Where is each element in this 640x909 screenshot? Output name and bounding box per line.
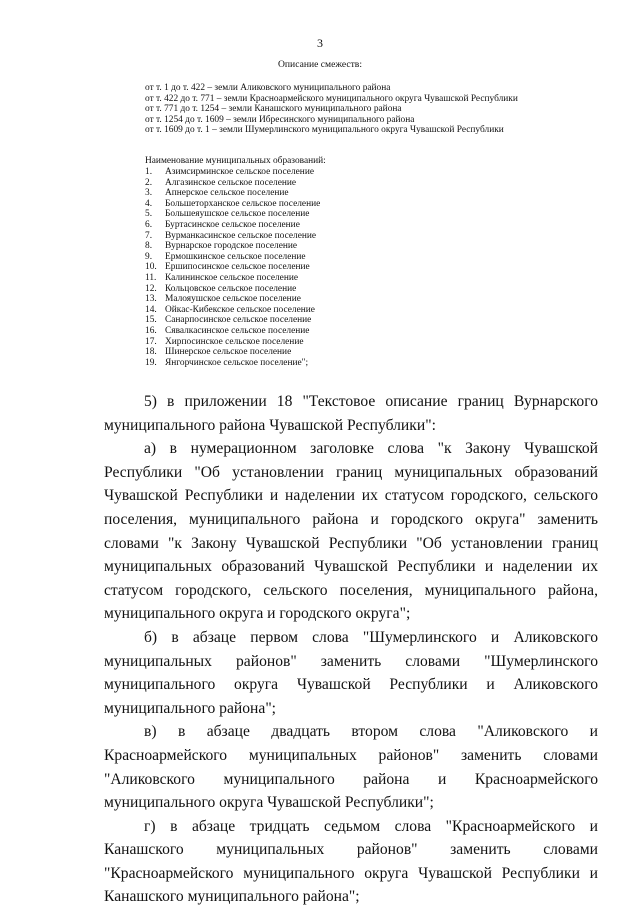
list-item-name: Вурнарское городское поселение (165, 241, 298, 252)
list-item-name: Янгорчинское сельское поселение"; (165, 357, 309, 368)
list-item-number: 10. (145, 262, 157, 273)
list-item (145, 337, 320, 348)
list-item-name: Апнерское сельское поселение (165, 188, 289, 199)
list-item (145, 347, 320, 358)
list-item-name: Кольцовское сельское поселение (165, 283, 297, 294)
paragraph: 5) в приложении 18 "Текстовое описание границ Вурнарского муниципального района Чувашской Республики": (104, 393, 598, 434)
list-item-name: Шинерское сельское поселение (165, 347, 292, 358)
list-item (145, 167, 320, 178)
list-item-name: Ойкас-Кибекское сельское поселение (165, 304, 315, 315)
adjacency-item: от т. 771 до т. 1254 – земли Канашского муниципального района (145, 104, 402, 115)
list-item-name: Вурманкасинское сельское поселение (165, 230, 317, 241)
paragraph: в) в абзаце двадцать втором слова "Аликовского и Красноармейского муниципальных районов" заменить словами "Аликовского муниципального района и Красноармейского муниципального округа Чувашской Республики"; (104, 723, 598, 812)
list-item-name: Алгазинское сельское поселение (165, 177, 297, 188)
list-item (145, 209, 320, 220)
list-item (145, 326, 320, 337)
list-item-name: Ермошкинское сельское поселение (165, 251, 306, 262)
paragraph: г) в абзаце тридцать седьмом слова "Красноармейского и Канашского муниципальных районов" заменить словами "Красноармейского муниципального округа Чувашской Республики и Канашского муниципального района"; (104, 817, 598, 906)
list-item (145, 273, 320, 284)
list-item (145, 199, 320, 210)
list-item-number: 6. (145, 219, 153, 230)
list-item (145, 294, 320, 305)
list-item-number: 9. (145, 251, 153, 262)
list-item-number: 5. (145, 209, 153, 220)
list-item (145, 252, 320, 263)
adjacency-item: от т. 1609 до т. 1 – земли Шумерлинского муниципального округа Чувашской Республики (145, 125, 504, 136)
list-item-number: 7. (145, 230, 153, 241)
list-item-number: 4. (145, 198, 153, 209)
main-text (104, 390, 598, 909)
page-number: 3 (317, 36, 323, 50)
list-item (145, 305, 320, 316)
adjacency-list (145, 83, 518, 136)
adjacency-item: от т. 422 до т. 771 – земли Красноармейского муниципального округа Чувашской Республики (145, 93, 518, 104)
list-item-number: 12. (145, 283, 157, 294)
list-item (145, 220, 320, 231)
list-item-name: Малояушское сельское поселение (165, 294, 301, 305)
list-item-number: 16. (145, 325, 157, 336)
list-item-number: 14. (145, 304, 157, 315)
list-item (145, 358, 320, 369)
adjacency-item: от т. 1 до т. 422 – земли Аликовского муниципального района (145, 83, 391, 93)
list-item (145, 188, 320, 199)
list-item (145, 231, 320, 242)
list-item-number: 11. (145, 272, 157, 283)
paragraph: б) в абзаце первом слова "Шумерлинского и Аликовского муниципальных районов" заменить словами "Шумерлинского муниципального округа Чувашской Республики и Аликовского муниципального района"; (104, 628, 598, 717)
list-item-name: Калининское сельское поселение (165, 272, 299, 283)
list-item-number: 1. (145, 167, 153, 177)
list-item (145, 315, 320, 326)
municipalities-title: Наименование муниципальных образований: (145, 156, 326, 166)
list-item (145, 241, 320, 252)
list-item-name: Азимсирминское сельское поселение (165, 167, 315, 177)
list-item-name: Санарпосинское сельское поселение (165, 315, 312, 326)
list-item-name: Большеяушское сельское поселение (165, 209, 310, 220)
paragraph: а) в нумерационном заголовке слова "к Закону Чувашской Республики "Об установлении границ муниципальных образований Чувашской Республики и наделении их статусом городского, сельского поселения, муниципального района и городского округа" заменить словами "к Закону Чувашской Республики "Об установлении границ муниципальных образований Чувашской Республики и наделении их статусом городского, сельского поселения, муниципального района, муниципального округа и городского округа"; (104, 440, 598, 623)
list-item-number: 18. (145, 347, 157, 358)
list-item (145, 262, 320, 273)
list-item-number: 13. (145, 294, 157, 305)
list-item-name: Ершипосинское сельское поселение (165, 262, 310, 273)
list-item-number: 2. (145, 177, 153, 188)
adjacency-item: от т. 1254 до т. 1609 – земли Ибресинского муниципального района (145, 114, 415, 125)
list-item-name: Сявалкасинское сельское поселение (165, 325, 310, 336)
list-item-number: 17. (145, 336, 157, 347)
list-item-name: Большеторханское сельское поселение (165, 198, 321, 209)
list-item-name: Буртасинское сельское поселение (165, 219, 300, 230)
list-item-number: 15. (145, 315, 157, 326)
list-item (145, 284, 320, 295)
list-item-name: Хирпосинское сельское поселение (165, 336, 304, 347)
adjacency-title: Описание смежеств: (278, 59, 362, 70)
list-item-number: 3. (145, 188, 153, 199)
list-item (145, 178, 320, 189)
list-item-number: 8. (145, 241, 153, 252)
list-item-number: 19. (145, 357, 157, 368)
municipalities-list (145, 167, 320, 368)
